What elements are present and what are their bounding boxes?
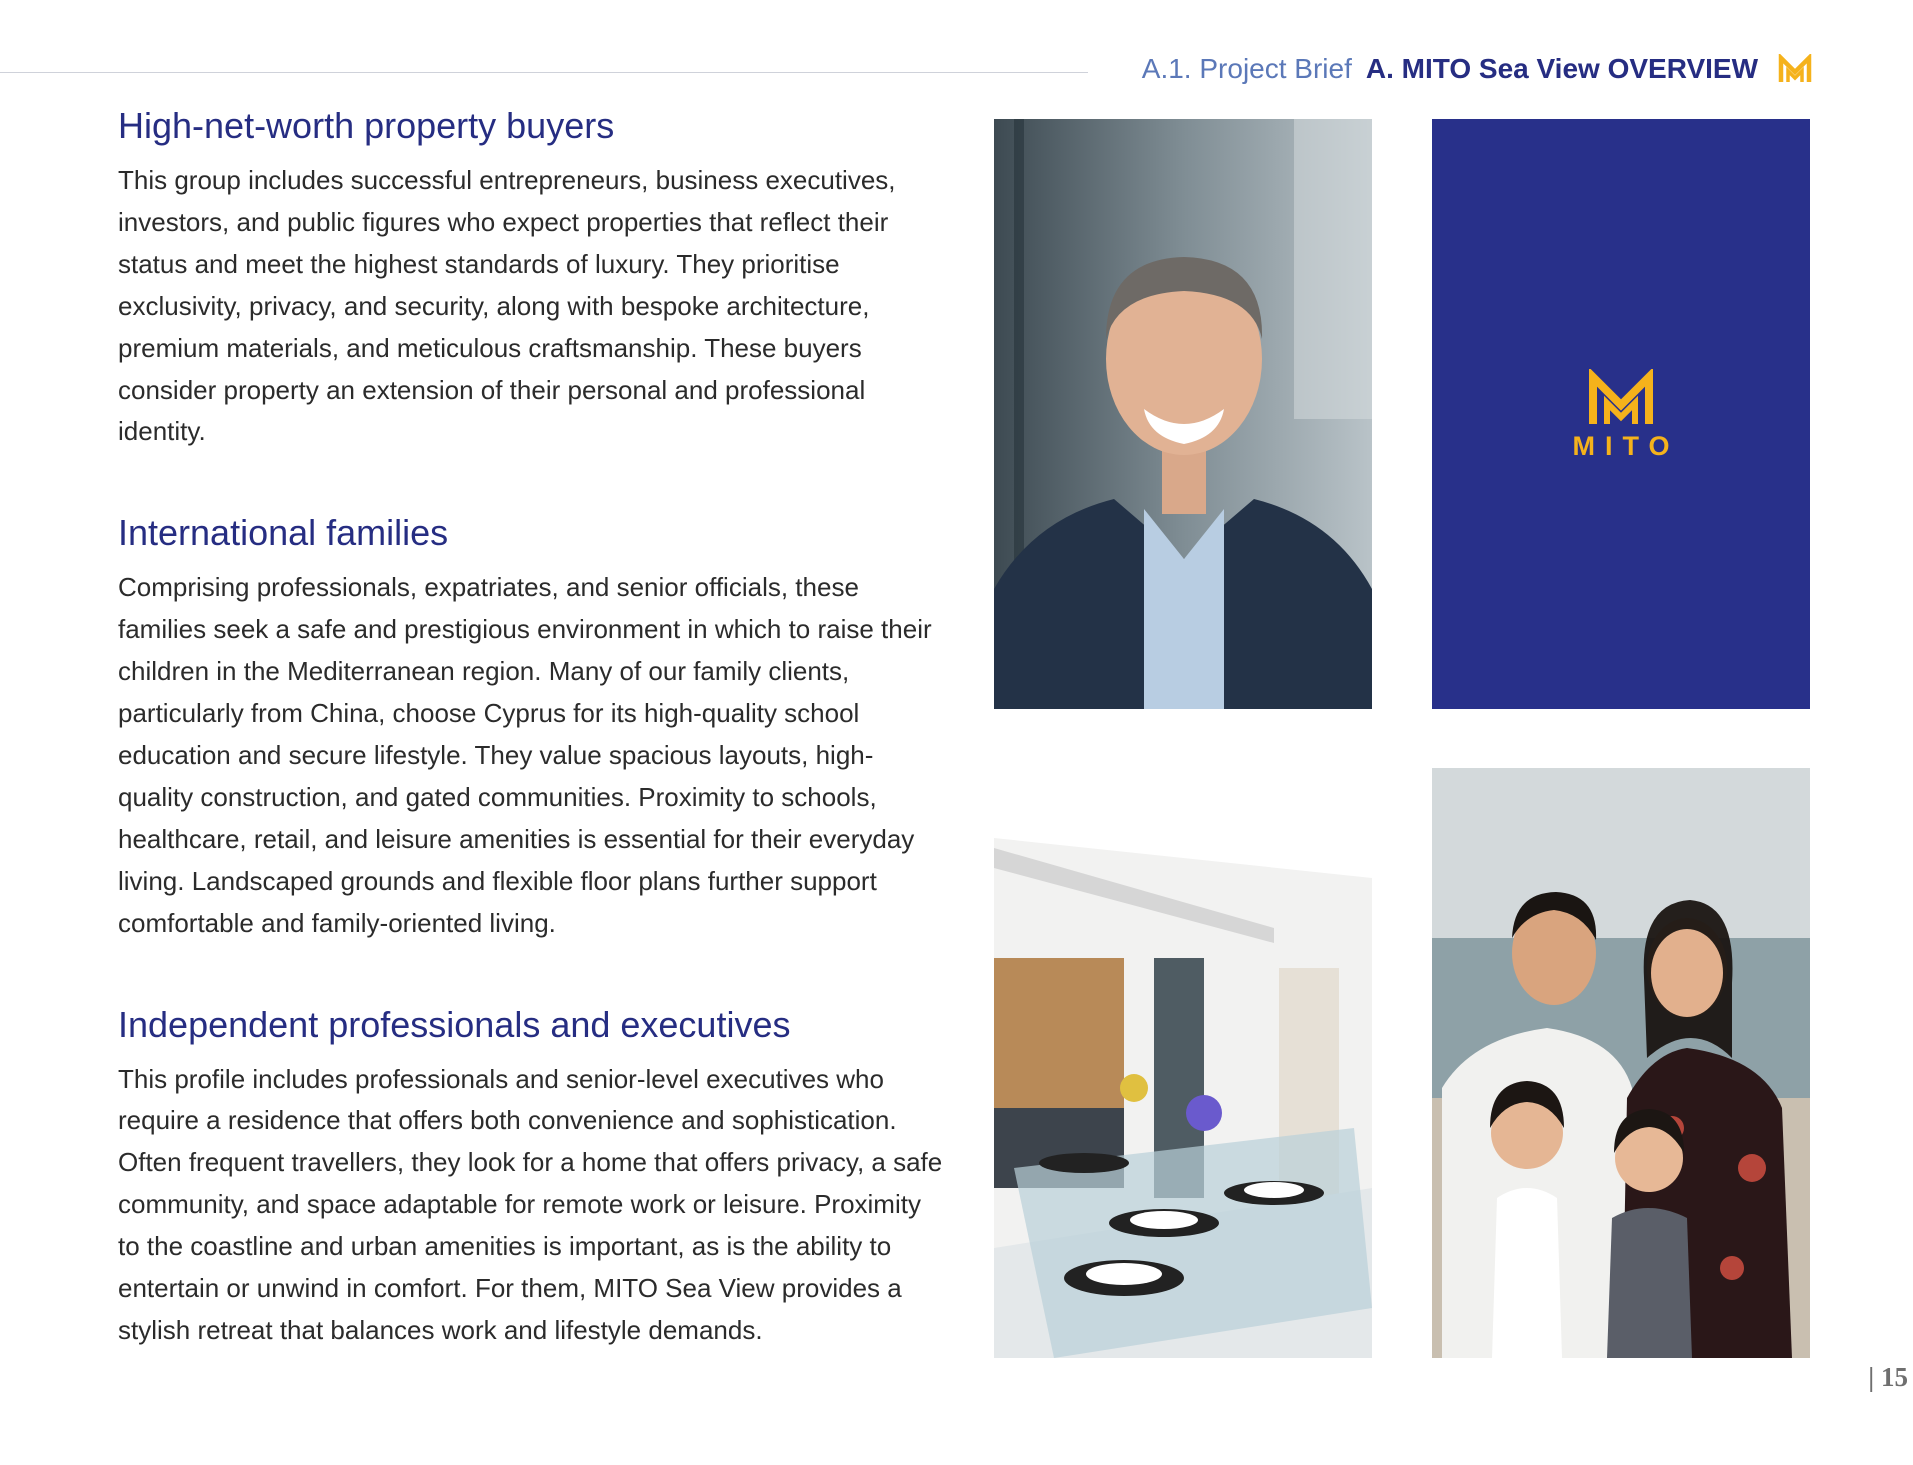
page-title: A. MITO Sea View OVERVIEW bbox=[1365, 53, 1758, 84]
brand-panel bbox=[1432, 119, 1810, 709]
mito-logo-icon bbox=[1588, 369, 1654, 427]
header-divider bbox=[0, 72, 1088, 73]
section-label: A.1. Project Brief bbox=[1141, 53, 1352, 84]
section-body: Comprising professionals, expatriates, and senior officials, these families seek a safe and prestigious environment in which to raise their children in the Mediterranean region. Many of our family clients, particularly from China, choose Cyprus for its high-quality school education and secure lifestyle. They value spacious layouts, high-quality construction, and gated communities. Proximity to schools, healthcare, retail, and leisure amenities is essential for their everyday living. Landscaped grounds and flexible floor plans further support comfortable and family-oriented living. bbox=[118, 572, 932, 938]
page-number: | 15 bbox=[1868, 1362, 1908, 1392]
section-heading: High-net-worth property buyers bbox=[118, 105, 615, 146]
section-heading: International families bbox=[118, 512, 449, 554]
section-high-net-worth bbox=[118, 102, 948, 453]
family-photo bbox=[1432, 768, 1810, 1358]
section-heading: Independent professionals and executives bbox=[118, 1003, 791, 1045]
page-header bbox=[1142, 52, 1812, 86]
section-international-families bbox=[118, 509, 948, 944]
section-independent-professionals bbox=[118, 1001, 948, 1352]
content-column bbox=[118, 102, 948, 1352]
section-body: This group includes successful entrepreneurs, business executives, investors, and public figures who expect properties that reflect their status and meet the highest standards of luxury. They prioritise exclusivity, privacy, and security, along with bespoke architecture, premium materials, and meticulous craftsmanship. These buyers consider property an extension of their personal and professional identity. bbox=[118, 165, 896, 447]
mito-m-icon bbox=[1778, 54, 1812, 84]
dining-room-photo bbox=[994, 768, 1372, 1358]
businessman-photo bbox=[994, 119, 1372, 709]
section-body: This profile includes professionals and senior-level executives who require a residence that offers both convenience and sophistication. Often frequent travellers, they look for a home that offers privacy, a safe community, and space adaptable for remote work or leisure. Proximity to the coastline and urban amenities is important, as is the ability to entertain or unwind in comfort. For them, MITO Sea View provides a stylish retreat that balances work and lifestyle demands. bbox=[118, 1063, 943, 1345]
brand-wordmark: MITO bbox=[1572, 431, 1680, 461]
brand-logo bbox=[1432, 369, 1810, 462]
